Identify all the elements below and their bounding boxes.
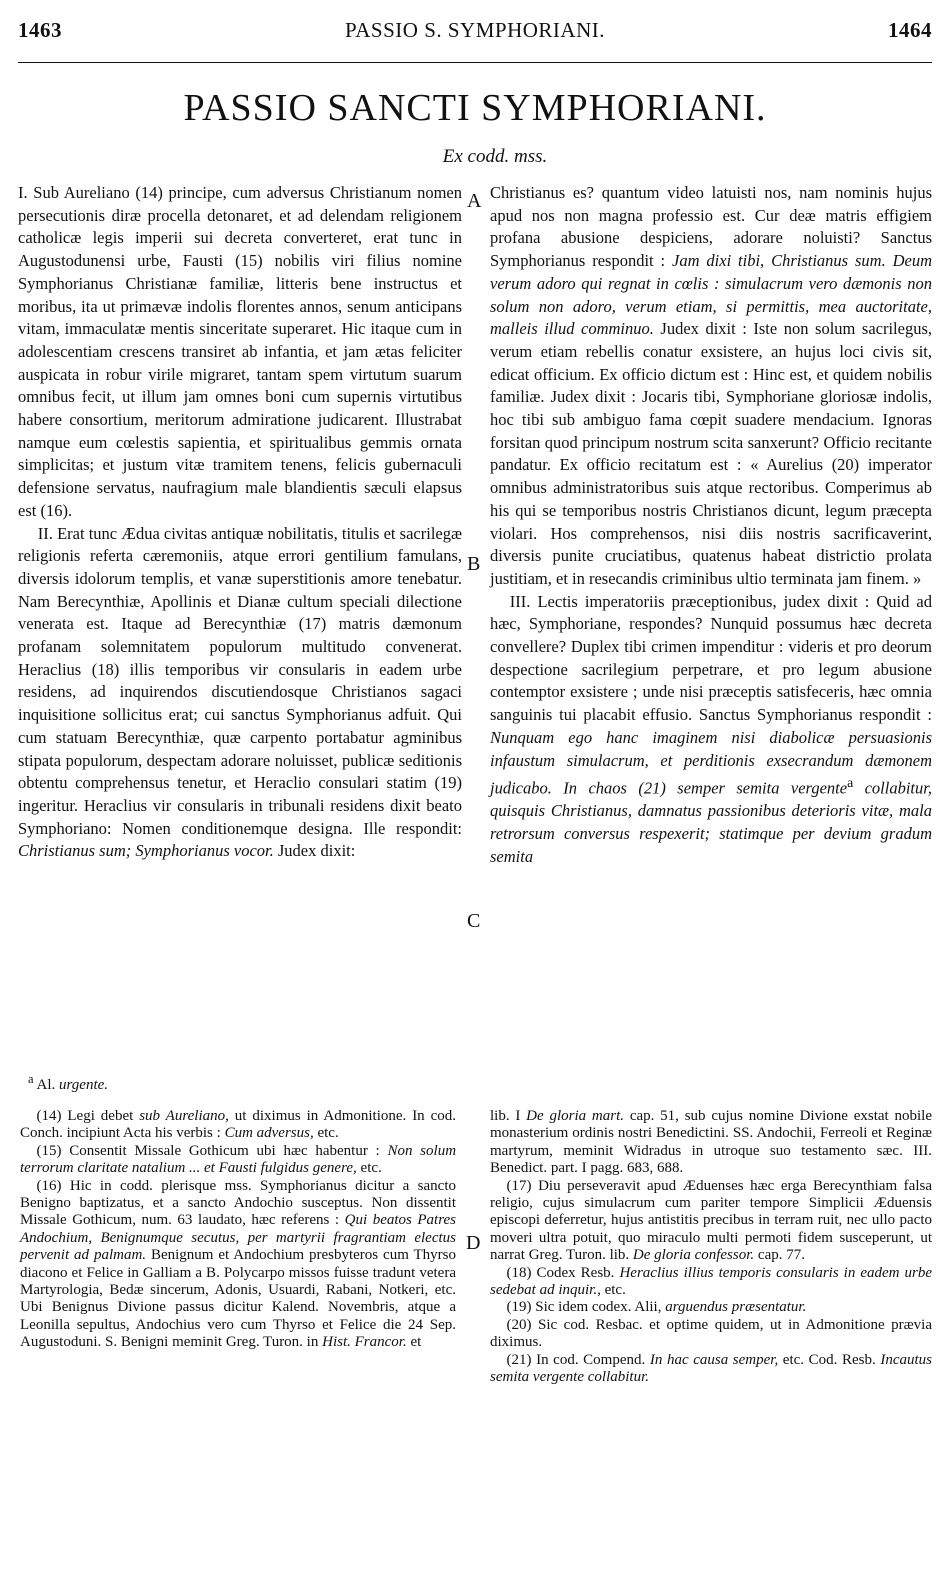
- running-title: PASSIO S. SYMPHORIANI.: [345, 18, 605, 42]
- fn16c-italic: De gloria mart.: [526, 1108, 625, 1124]
- paragraph-r2: [490, 591, 932, 869]
- fn16-italic-2: Hist. Francor.: [322, 1334, 407, 1351]
- fn14-text: (14) Legi debet: [36, 1108, 134, 1124]
- footnote-14: [20, 1108, 456, 1143]
- main-text-left-column: [18, 182, 462, 863]
- fn21-text-2: etc. Cod. Resb.: [782, 1351, 876, 1368]
- running-header: [0, 18, 950, 46]
- fn14-text-3: etc.: [317, 1125, 339, 1142]
- footnote-19: [490, 1299, 932, 1316]
- r2-italic-cont: collabitur, quisquis Christianus, damnatus passionibus deterioris vitæ, mala retrorsum conversus respexerit; statimque per devium gradum semita: [490, 778, 932, 866]
- fn16-italic: Qui beatos Patres Andochium, Benignumque secutus, per martyrii fragrantiam electus pervenit ad palmam.: [20, 1212, 456, 1264]
- fn15-text-2: etc.: [360, 1160, 382, 1177]
- r2-italic: Nunquam ego hanc imaginem nisi diabolicæ persuasionis infaustum simulacrum, et perditionis exsecrandum dæmonem judicabo. In chaos (21) semper semita vergente: [490, 727, 932, 798]
- r1-text: Christianus es? quantum video latuisti nos, nam nominis hujus apud nos non magna professio est. Cur deæ matris effigiem profana abusione despiciens, adorare noluisti? Sanctus Symphorianus respondit :: [490, 183, 932, 271]
- fn18-text-2: etc.: [604, 1282, 626, 1299]
- variant-note: [28, 1072, 108, 1094]
- fn14-italic: sub Aureliano,: [139, 1108, 229, 1124]
- footnote-15: [20, 1143, 456, 1178]
- paragraph-r1: [490, 182, 932, 591]
- footnote-20: (20) Sic cod. Resbac. et optime quidem, ut in Admonitione prævia diximus.: [490, 1316, 932, 1351]
- paragraph-1: I. Sub Aureliano (14) principe, cum adversus Christianum nomen persecutionis diræ procella detonaret, et ad delendam religionem catholicæ legis imperii sui decreta converteret, erat tunc in Augustodunensi urbe, Fausti (15) nobilis viri filius nomine Symphorianus Christianæ familiæ, litteris bene instructus et moribus, ita ut primævæ indolis florentes annos, senum anticipans vitam, immaculatæ mentis sinceritate superaret. Hic itaque cum in adolescentiam crescens transiret ab infantia, et jam ætas feliciter auspicata in robur virile migraret, tantam spem virtutum suarum omnibus fecit, ut illum jam omnes boni cum supernis virtutibus habere consortium, meritorum admiratione judicarent. Illustrabat namque eum cœlestis sapientia, et spiritualibus gemmis ornata simplicitas; et justum vitæ tramitem tenens, felicis gubernaculi defensione servatus, naufragium male blandientis sæculi elapsus est (16).: [18, 183, 462, 520]
- fn21-italic: In hac causa semper,: [649, 1351, 779, 1368]
- header-rule: [18, 62, 932, 63]
- main-text-right-column: [490, 182, 932, 869]
- page-number-left: 1463: [18, 18, 62, 42]
- margin-marker-b: B: [467, 553, 481, 575]
- fn16-text: (16) Hic in codd. plerisque mss. Symphorianus dicitur a sancto Benigno baptizatus, et a sancto Andochio susceptus. Non dissentit Missale Gothicum, num. 63 laudato, hæc referens :: [20, 1177, 456, 1229]
- footnote-17: [490, 1178, 932, 1265]
- footnotes-right-column: [490, 1108, 932, 1387]
- paragraph-2-italic: Christianus sum; Symphorianus vocor.: [18, 841, 274, 861]
- fn17-text: (17) Diu perseveravit apud Æduenses hæc erga Berecynthiam falsa religio, cujus simulacrum cum pariter tempore Simplicii Æduensis episcopi deferretur, hujus antistitis precibus in terram ruit, nec ullo pacto moveri ultra potuit, quo miraculo multi permoti fidem susceperunt, ut narrat Greg. Turon. lib.: [490, 1177, 932, 1264]
- fn16c-text-2: cap. 51, sub cujus nomine Divione exstat nobile monasterium ordinis nostri Benedictini. SS. Andochii, Ferreoli et Reginæ martyrum, meminit Widradus in utroque suo testamento sæc. III. Benedict. part. I pagg. 683, 688.: [490, 1108, 932, 1177]
- fn18-italic: Heraclius illius temporis consularis in eadem urbe sedebat ad inquir.,: [490, 1264, 933, 1299]
- fn17-text-2: cap. 77.: [757, 1247, 805, 1264]
- source-note: Ex codd. mss.: [442, 146, 548, 167]
- fn16c-text: lib. I: [490, 1108, 521, 1124]
- fn15-text: (15) Consentit Missale Gothicum ubi hæc habentur :: [36, 1142, 380, 1159]
- paragraph-2-end: Judex dixit:: [277, 841, 356, 861]
- fn16-text-2: Benignum et Andochium presbyteros cum Thyrso diacono et Felice in Galliam a B. Polycarpo missos fuisse tradunt vetera Martyrologia, Bedæ sincerum, Adonis, Usuardi, Rabani, Notkeri, etc. Ubi Benignus Divione passus dicitur Kalend. Novembris, atque a Leonilla sepultus, Andochius vero cum Thyrso et Felice die 24 Sep. Augustoduni. S. Benigni meminit Greg. Turon. in: [20, 1247, 456, 1351]
- fn21-text: (21) In cod. Compend.: [506, 1351, 646, 1368]
- variant-note-mark: a: [28, 1072, 34, 1086]
- page-number-right: 1464: [888, 18, 932, 42]
- variant-reference-mark: a: [847, 775, 854, 791]
- footnote-16: [20, 1178, 456, 1352]
- footnote-16-continued: [490, 1108, 932, 1178]
- fn19-text: (19) Sic idem codex. Alii,: [506, 1299, 662, 1316]
- fn17-italic: De gloria confessor.: [632, 1247, 755, 1264]
- variant-note-reading: urgente.: [59, 1077, 109, 1093]
- fn16-text-3: et: [410, 1334, 422, 1351]
- fn14-text-2: ut diximus in Admonitione. In cod. Conch. incipiunt Acta his verbis :: [20, 1108, 457, 1142]
- variant-note-label: Al.: [36, 1077, 56, 1093]
- r1-italic: Jam dixi tibi, Christianus sum. Deum verum adoro qui regnat in cœlis : simulacrum vero dæmonis non solum non adoro, verum etiam, si permittis, mea auctoritate, malleis illud comminuo.: [490, 251, 933, 339]
- fn15-italic: Non solum terrorum claritate natalium ... et Fausti fulgidus genere,: [20, 1142, 457, 1177]
- fn19-italic: arguendus præsentatur.: [665, 1299, 807, 1316]
- r2-text: III. Lectis imperatoriis præceptionibus, judex dixit : Quid ad hæc, Symphoriane, respondes? Nunquid possumus hæc decreta convellere? Duplex tibi crimen impenditur : videris et pro deorum despectione sacrilegium perpetrare, et pro legum abusione contemptor exsistere ; unde nisi præceptis satisfeceris, hæc omnia sanguinis tui placabit effusio. Sanctus Symphorianus respondit :: [490, 591, 932, 725]
- footnote-18: [490, 1265, 932, 1300]
- fn21-italic-2: Incautus semita vergente collabitur.: [490, 1351, 932, 1386]
- footnotes-left-column: [20, 1108, 456, 1352]
- page-title: PASSIO SANCTI SYMPHORIANI.: [183, 87, 767, 129]
- footnote-21: [490, 1352, 932, 1387]
- fn14-italic-2: Cum adversus,: [224, 1125, 314, 1142]
- fn18-text: (18) Codex Resb.: [506, 1264, 615, 1281]
- paragraph-2: [18, 523, 462, 864]
- margin-marker-d: D: [466, 1232, 481, 1254]
- margin-marker-a: A: [467, 190, 482, 212]
- paragraph-2-text: II. Erat tunc Ædua civitas antiquæ nobilitatis, titulis et sacrilegæ religionis referta cæremoniis, atque errori gentilium famulans, diversis idolorum templis, et vanæ superstitionis amore tenebatur. Nam Berecynthiæ, Apollinis et Dianæ cultum speciali dilectione venerata est. Itaque ad Berecynthiæ (17) matris dæmonum profanam solemnitatem populorum multitudo convenerat. Heraclius (18) illis temporibus vir consularis in eadem urbe residens, ad inquirendos discutiendosque Christianos sagaci inquisitione sollicitus erat; cui sanctus Symphorianus adfuit. Qui cum statuam Berecynthiæ, quæ carpento portabatur agminibus stipata populorum, despectam adorare noluisset, publicæ seditionis obtentu comprehensus tenetur, et Heraclio consulari statim (19) ingeritur. Heraclius vir consularis in tribunali residens dixit beato Symphoriano: Nomen conditionemque designa. Ille respondit:: [18, 523, 462, 838]
- margin-marker-c: C: [467, 910, 481, 932]
- r1-text-cont: Judex dixit : Iste non solum sacrilegus, verum etiam rebellis conatur exsistere, an hujus loci civis sit, edicat officium. Ex officio dictum est : Hinc est, et quidem nobilis familiæ. Judex dixit : Jocaris tibi, Symphoriane gloriosæ indolis, hoc tibi sub ambiguo fama cœpit suadere mendacium. Ignoras forsitan quod principum nostrum scita sanxerunt? Officio recitante pandatur. Ex officio recitatum est : « Aurelius (20) imperator omnibus administratoribus suis atque rectoribus. Comperimus ab his qui se temporibus nostris Christianos dicunt, legum præcepta violari. Hos comprehensos, nisi diis nostris sacrificaverint, diversis punite cruciatibus, quatenus habeat districtio prolata justitiam, et in resecandis criminibus ultio terminata jam finem. »: [490, 319, 933, 588]
